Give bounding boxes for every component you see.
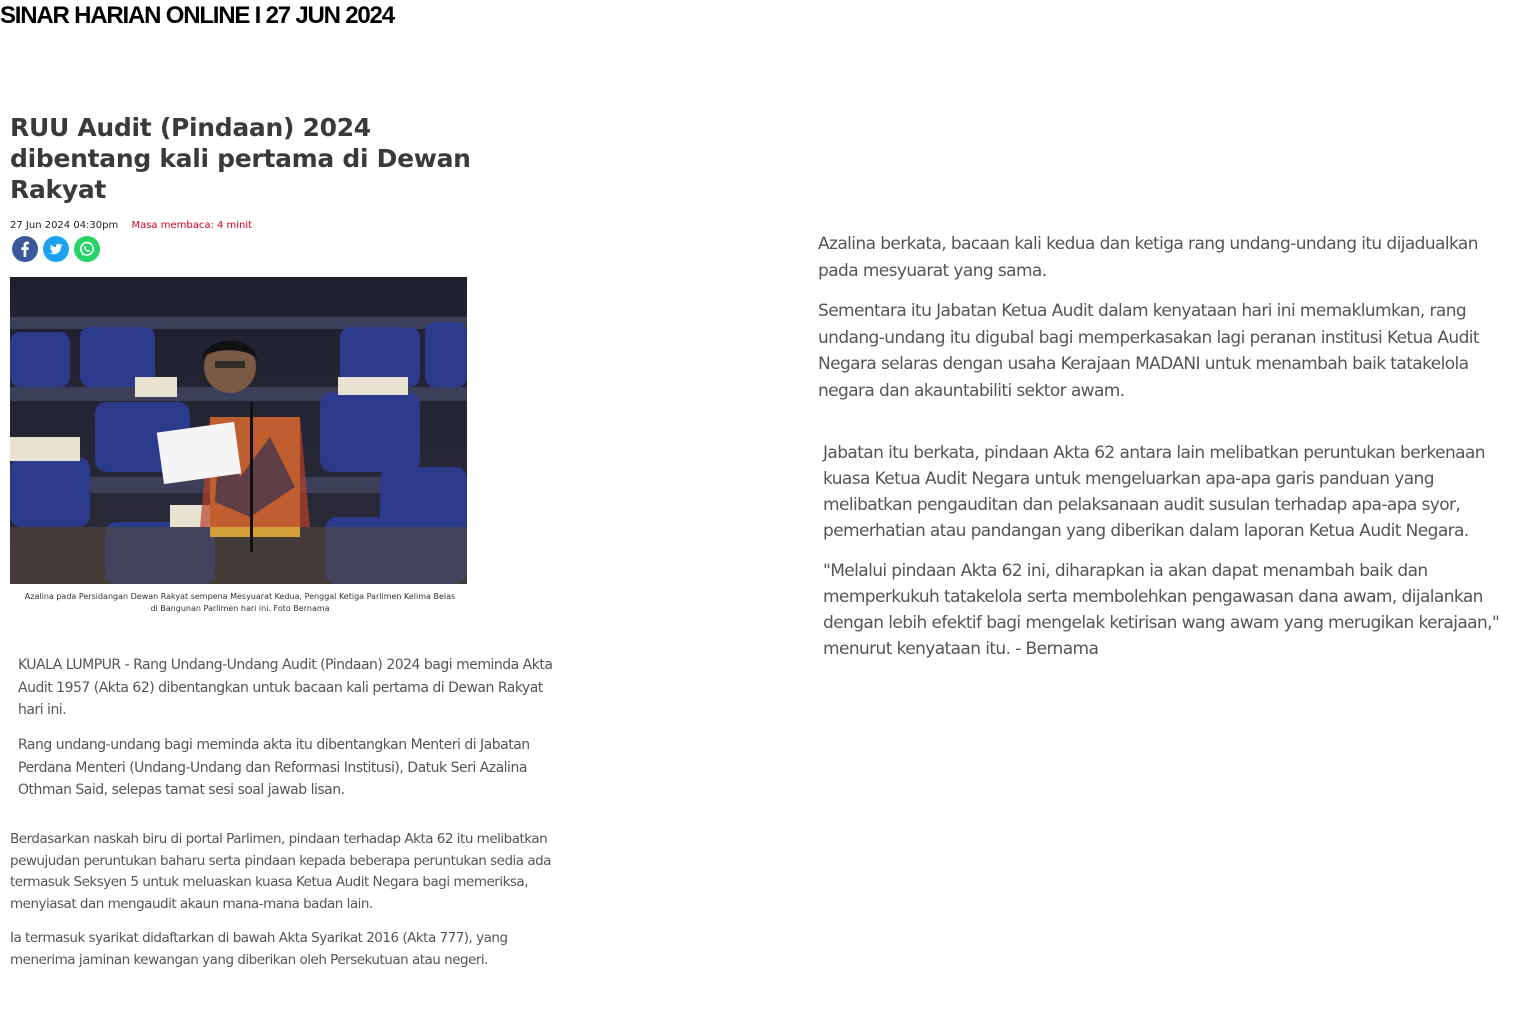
paragraph: Sementara itu Jabatan Ketua Audit dalam kenyataan hari ini memaklumkan, rang undang-undang itu digubal bagi memperkasakan lagi peranan institusi Ketua Audit Negara selaras dengan usaha Kerajaan MADANI untuk menambah baik tatakelola negara dan akauntabiliti sektor awam. bbox=[818, 301, 1479, 401]
share-bar bbox=[12, 236, 100, 262]
article-headline: RUU Audit (Pindaan) 2024 dibentang kali pertama di Dewan Rakyat bbox=[10, 113, 471, 204]
paragraph: "Melalui pindaan Akta 62 ini, diharapkan ia akan dapat menambah baik dan memperkukuh tatakelola serta membolehkan pengawasan dana awam, dijalankan dengan lebih efektif bagi mengelak ketirisan wang awam yang merugikan kerajaan," menurut kenyataan itu. - Bernama bbox=[823, 561, 1500, 659]
paragraph: Jabatan itu berkata, pindaan Akta 62 antara lain melibatkan peruntukan berkenaan kuasa Ketua Audit Negara untuk mengeluarkan apa-apa garis panduan yang melibatkan pengauditan dan pelaksanaan audit susulan terhadap apa-apa syor, pemerhatian atau pandangan yang diberikan dalam laporan Ketua Audit Negara. bbox=[823, 443, 1485, 541]
article-photo bbox=[10, 277, 467, 584]
reading-time: Masa membaca: 4 minit bbox=[131, 220, 253, 231]
twitter-icon[interactable] bbox=[43, 236, 69, 262]
paragraph: Ia termasuk syarikat didaftarkan di bawah Akta Syarikat 2016 (Akta 777), yang menerima jaminan kewangan yang diberikan oleh Persekutuan atau negeri. bbox=[10, 930, 508, 968]
photo-caption: Azalina pada Persidangan Dewan Rakyat sempena Mesyuarat Kedua, Penggal Ketiga Parlimen Kelima Belas di Bangunan Parlimen hari ini. Foto Bernama bbox=[24, 592, 456, 613]
whatsapp-icon[interactable] bbox=[74, 236, 100, 262]
paragraph: Rang undang-undang bagi meminda akta itu dibentangkan Menteri di Jabatan Perdana Menteri (Undang-Undang dan Reformasi Institusi), Datuk Seri Azalina Othman Said, selepas tamat sesi soal jawab lisan. bbox=[18, 737, 530, 798]
article-meta bbox=[10, 220, 252, 231]
publish-date: 27 Jun 2024 04:30pm bbox=[10, 220, 119, 231]
paragraph: Azalina berkata, bacaan kali kedua dan ketiga rang undang-undang itu dijadualkan pada mesyuarat yang sama. bbox=[818, 234, 1478, 281]
facebook-icon[interactable] bbox=[12, 236, 38, 262]
masthead: SINAR HARIAN ONLINE I 27 JUN 2024 bbox=[0, 2, 394, 29]
paragraph: KUALA LUMPUR - Rang Undang-Undang Audit (Pindaan) 2024 bagi meminda Akta Audit 1957 (Akta 62) dibentangkan untuk bacaan kali pertama di Dewan Rakyat hari ini. bbox=[18, 657, 553, 718]
paragraph: Berdasarkan naskah biru di portal Parlimen, pindaan terhadap Akta 62 itu melibatkan pewujudan peruntukan baharu serta pindaan kepada beberapa peruntukan sedia ada termasuk Seksyen 5 untuk meluaskan kuasa Ketua Audit Negara bagi memeriksa, menyiasat dan mengaudit akaun mana-mana badan lain. bbox=[10, 831, 551, 912]
